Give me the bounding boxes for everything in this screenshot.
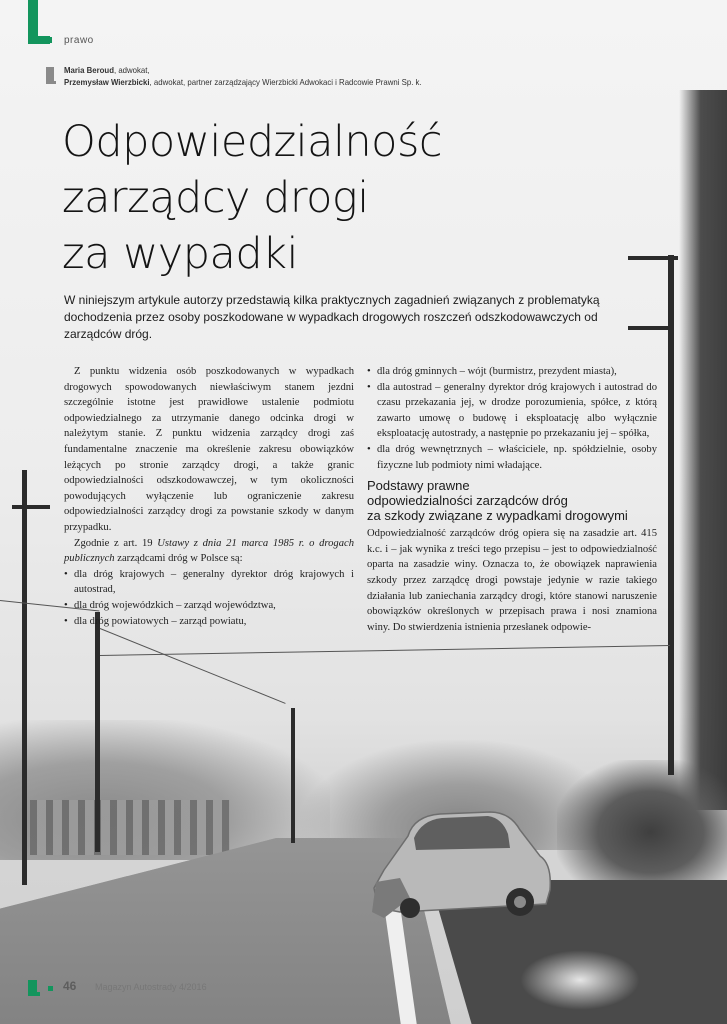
title-line: zarządcy drogi bbox=[62, 173, 369, 223]
heading-line: za szkody związane z wypadkami drogowymi bbox=[367, 508, 628, 524]
hedge-right bbox=[557, 760, 727, 880]
lamp-pole bbox=[291, 708, 295, 843]
title-line: za wypadki bbox=[62, 229, 298, 279]
author-line bbox=[64, 64, 422, 76]
paragraph bbox=[64, 536, 354, 567]
utility-pole-middle bbox=[95, 612, 100, 852]
article-lead: W niniejszym artykule autorzy przedstawią kilka praktycznych zagadnień związanych z problematyką dochodzenia przez osoby poszkodowane w wypadkach drogowych roszczeń odszkodowawczych od zarządców dróg. bbox=[64, 293, 600, 341]
magazine-logo-mark bbox=[28, 0, 38, 44]
heading-line: Podstawy prawne bbox=[367, 478, 470, 494]
utility-pole-crossarm bbox=[12, 505, 50, 509]
page-number: 46 bbox=[63, 979, 77, 993]
power-line bbox=[100, 645, 670, 656]
section-label: prawo bbox=[64, 35, 94, 46]
list-item: • dla dróg krajowych – generalny dyrektor dróg krajowych i autostrad, bbox=[64, 567, 354, 598]
damaged-car bbox=[370, 808, 554, 920]
list-item: • dla dróg wojewódzkich – zarząd województwa, bbox=[64, 598, 354, 614]
authors-mark-icon bbox=[46, 67, 54, 81]
list-item: • dla autostrad – generalny dyrektor dróg krajowych i autostrad do czasu przekazania jej, w drodze porozumienia, spółce, z którą zawarto umowę o budowę i eksploatację albo wyłącznie eksploatację autostrady, a następnie po przekazaniu jej – spółka, bbox=[367, 380, 657, 442]
author-role: , adwokat, bbox=[113, 65, 150, 75]
tree-silhouette bbox=[679, 90, 727, 810]
pylon-arm-upper bbox=[628, 256, 678, 260]
road-managers-list bbox=[64, 567, 354, 629]
paragraph-text: zarządcami dróg w Polsce są: bbox=[114, 553, 243, 565]
snow-patch bbox=[520, 950, 640, 1010]
author-name: Przemysław Wierzbicki bbox=[64, 77, 150, 87]
heading-line: odpowiedzialności zarządców dróg bbox=[367, 493, 568, 509]
list-item: • dla dróg gminnych – wójt (burmistrz, prezydent miasta), bbox=[367, 364, 657, 380]
list-item: • dla dróg wewnętrznych – właściciele, np. spółdzielnie, osoby fizyczne lub podmioty nimi władające. bbox=[367, 442, 657, 473]
paragraph: Z punktu widzenia osób poszkodowanych w wypadkach drogowych spowodowanych niewłaściwym stanem jezdni szczególnie istotne jest prawidłowe ustalenie podmiotu odpowiedzialnego za utrzymanie danego odcinka drogi w należytym stanie. Z punktu widzenia zarządcy drogi zaś fundamentalne znaczenie ma określenie zakresu obowiązków leżących po stronie zarządcy drogi, a także granic odpowiedzialności odszkodowawczej, w tym okoliczności powodujących wyłączenie lub ograniczenie zakresu odpowiedzialności zarządcy drogi za powstanie szkody w danym przypadku. bbox=[64, 366, 354, 533]
author-role: , adwokat, partner zarządzający Wierzbicki Adwokaci i Radcowie Prawni Sp. k. bbox=[149, 77, 422, 87]
pylon-arm-lower bbox=[628, 326, 674, 330]
law-citation: Ustawy z dnia 21 marca 1985 r. o drogach publicznych bbox=[64, 537, 354, 565]
section-heading bbox=[367, 478, 657, 523]
title-line: Odpowiedzialność bbox=[62, 117, 443, 167]
paragraph-text: Zgodnie z art. 19 bbox=[74, 537, 158, 549]
text-column-right bbox=[367, 364, 657, 635]
article-title bbox=[62, 114, 442, 282]
pylon-right bbox=[668, 255, 674, 775]
author-line bbox=[64, 76, 422, 88]
authors-block bbox=[64, 64, 422, 88]
list-item: • dla dróg powiatowych – zarząd powiatu, bbox=[64, 614, 354, 630]
footer-logo-mark bbox=[28, 980, 37, 996]
author-name: Maria Beroud bbox=[64, 65, 114, 75]
road-managers-list-continued bbox=[367, 364, 657, 473]
logo-dot bbox=[46, 37, 52, 43]
fence bbox=[30, 800, 230, 855]
paragraph: Odpowiedzialność zarządców dróg opiera się na zasadzie art. 415 k.c. i – jak wynika z treści tego przepisu – jest to odpowiedzialność oparta na zasadzie winy. Oznacza to, że obowiązek naprawienia szkody przez zarządcę drogi powstaje jedynie w razie takiego działania lub zaniechania zarządcy drogi, które stanowi naruszenie obowiązków określonych w przepisach prawa i nosi znamiona winy. Do stwierdzenia istnienia przesłanek odpowie- bbox=[367, 528, 657, 633]
text-column-left bbox=[64, 364, 354, 629]
footer-dot bbox=[48, 986, 53, 991]
magazine-issue: Magazyn Autostrady 4/2016 bbox=[95, 982, 207, 992]
power-line bbox=[100, 628, 286, 704]
utility-pole-left bbox=[22, 470, 27, 885]
